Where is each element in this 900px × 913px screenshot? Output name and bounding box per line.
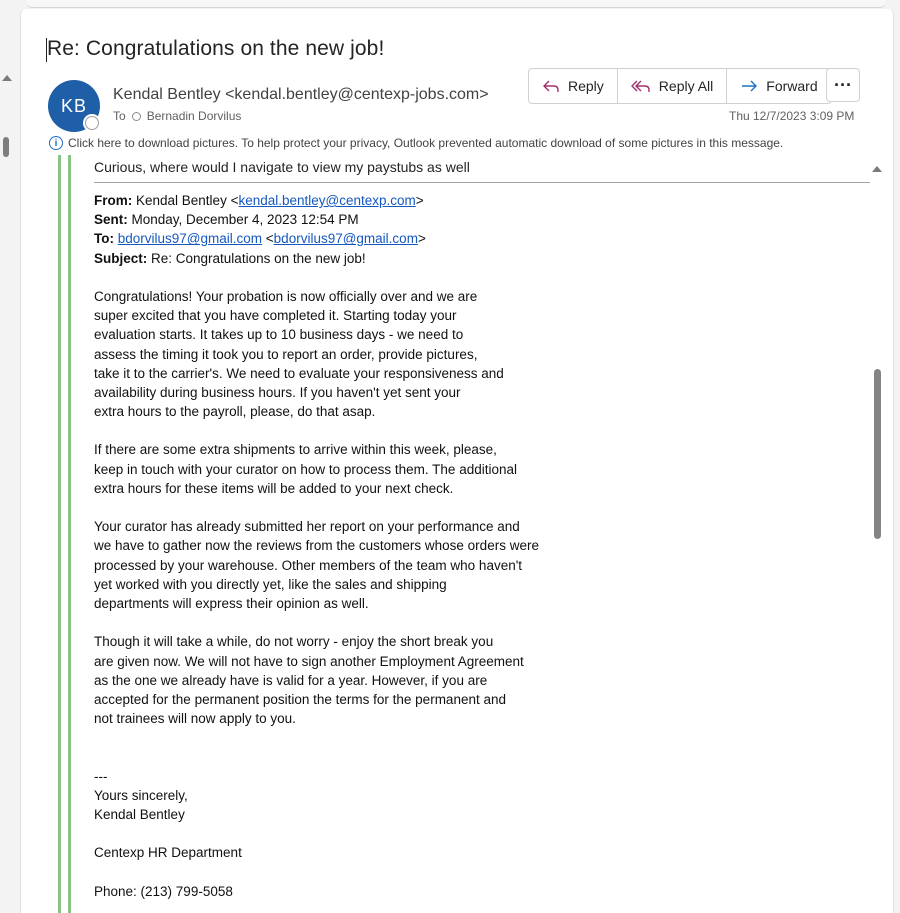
reply-all-label: Reply All bbox=[658, 78, 714, 94]
body-line: take it to the carrier's. We need to evaluate your responsiveness and bbox=[94, 365, 504, 381]
body-scrollbar-thumb[interactable] bbox=[874, 369, 881, 539]
body-line: Your curator has already submitted her report on your performance and bbox=[94, 519, 520, 535]
signature-line: Yours sincerely, bbox=[94, 787, 188, 803]
to-label: To bbox=[113, 109, 126, 123]
body-line: departments will express their opinion as well. bbox=[94, 595, 369, 611]
message-list-scrollbar[interactable] bbox=[0, 9, 20, 913]
body-line: keep in touch with your curator on how to process them. The additional bbox=[94, 461, 517, 477]
forward-button[interactable] bbox=[727, 69, 830, 103]
body-line: assess the timing it took you to report an order, provide pictures, bbox=[94, 346, 478, 362]
reply-all-button[interactable] bbox=[618, 69, 727, 103]
more-icon: ··· bbox=[834, 74, 852, 95]
subject-label: Subject: bbox=[94, 250, 148, 266]
quote-bar-outer bbox=[58, 155, 61, 913]
scrollbar-thumb[interactable] bbox=[3, 137, 9, 157]
from-name: Kendal Bentley < bbox=[132, 193, 239, 208]
sender-name[interactable]: Kendal Bentley <kendal.bentley@centexp-jobs.com> bbox=[113, 86, 489, 103]
body-line: extra hours for these items will be added to your next check. bbox=[94, 480, 454, 496]
subject-value: Re: Congratulations on the new job! bbox=[147, 250, 366, 266]
top-bar bbox=[0, 0, 900, 9]
body-line: If there are some extra shipments to arrive within this week, please, bbox=[94, 442, 497, 458]
sent-value: Monday, December 4, 2023 12:54 PM bbox=[127, 212, 359, 228]
reply-icon bbox=[542, 79, 560, 93]
signature-line: Kendal Bentley bbox=[94, 807, 185, 822]
reply-label: Reply bbox=[568, 78, 604, 94]
body-line: availability during business hours. If you haven't yet sent your bbox=[94, 384, 461, 400]
to-mid: < bbox=[262, 231, 274, 247]
scroll-up-arrow-icon[interactable] bbox=[2, 75, 12, 81]
from-line bbox=[94, 191, 694, 210]
message-date: Thu 12/7/2023 3:09 PM bbox=[729, 109, 855, 123]
sent-line bbox=[94, 210, 694, 229]
to-line bbox=[94, 229, 694, 248]
presence-status-icon bbox=[85, 116, 99, 130]
subject-line bbox=[94, 249, 694, 268]
download-pictures-text[interactable]: Click here to download pictures. To help protect your privacy, Outlook prevented automatic download of some pictures in this message. bbox=[68, 136, 784, 150]
reading-pane bbox=[20, 9, 894, 913]
body-line: extra hours to the payroll, please, do that asap. bbox=[94, 404, 376, 420]
info-icon: i bbox=[49, 136, 63, 150]
reply-all-icon bbox=[631, 79, 651, 93]
quoted-message bbox=[94, 191, 694, 901]
signature-line: --- bbox=[94, 768, 108, 784]
reply-divider bbox=[94, 182, 870, 183]
recipient-row bbox=[113, 109, 241, 123]
department-line: Centexp HR Department bbox=[94, 845, 242, 861]
from-label: From: bbox=[94, 193, 133, 208]
body-line: yet worked with you directly yet, like the sales and shipping bbox=[94, 576, 447, 592]
previous-reply-cutoff: Curious, where would I navigate to view my paystubs as well bbox=[94, 159, 470, 175]
recipient-presence-icon bbox=[132, 112, 141, 121]
sent-label: Sent: bbox=[94, 212, 128, 228]
forward-label: Forward bbox=[766, 78, 818, 94]
from-email-link[interactable]: kendal.bentley@centexp.com bbox=[238, 193, 416, 208]
body-line: we have to gather now the reviews from the customers whose orders were bbox=[94, 538, 539, 554]
reply-button[interactable] bbox=[529, 69, 618, 103]
body-scroll-up-arrow-icon[interactable] bbox=[872, 166, 882, 172]
phone-line: Phone: (213) 799-5058 bbox=[94, 883, 233, 899]
body-line: are given now. We will not have to sign another Employment Agreement bbox=[94, 653, 524, 669]
message-actions bbox=[528, 68, 832, 104]
body-line: evaluation starts. It takes up to 10 business days - we need to bbox=[94, 327, 464, 343]
to-end: > bbox=[417, 231, 426, 247]
more-actions-button[interactable] bbox=[826, 68, 860, 102]
from-end: > bbox=[415, 193, 424, 208]
forward-icon bbox=[740, 79, 758, 93]
top-bar-edge bbox=[26, 0, 886, 8]
body-line: Congratulations! Your probation is now officially over and we are bbox=[94, 288, 478, 304]
download-pictures-bar[interactable] bbox=[49, 136, 783, 150]
body-line: super excited that you have completed it. Starting today your bbox=[94, 308, 457, 324]
body-line: as the one we already have is valid for a year. However, if you are bbox=[94, 672, 488, 688]
message-body bbox=[41, 155, 891, 913]
body-line: processed by your warehouse. Other members of the team who haven't bbox=[94, 557, 523, 573]
body-line: Though it will take a while, do not worry - enjoy the short break you bbox=[94, 634, 494, 650]
body-line: not trainees will now apply to you. bbox=[94, 711, 296, 727]
to-email-link-2[interactable]: bdorvilus97@gmail.com bbox=[273, 231, 418, 247]
avatar-initials: KB bbox=[60, 95, 87, 116]
to-recipient[interactable]: Bernadin Dorvilus bbox=[146, 109, 242, 123]
to-line-label: To: bbox=[94, 231, 114, 247]
message-subject: Re: Congratulations on the new job! bbox=[47, 37, 385, 60]
quote-bar-inner bbox=[68, 155, 71, 913]
body-line: accepted for the permanent position the terms for the permanent and bbox=[94, 691, 506, 707]
to-email-link[interactable]: bdorvilus97@gmail.com bbox=[117, 231, 263, 247]
